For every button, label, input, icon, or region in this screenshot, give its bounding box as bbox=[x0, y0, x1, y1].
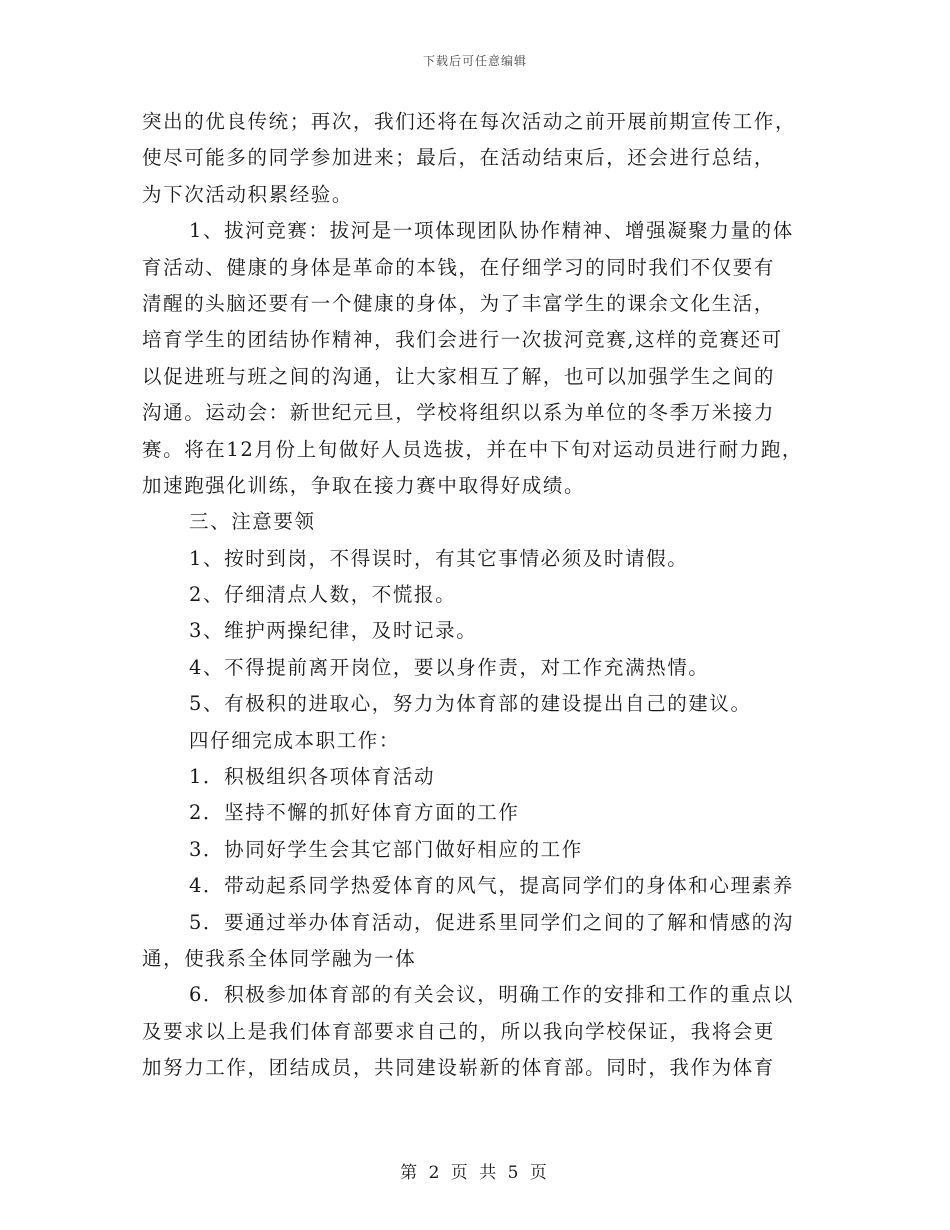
text-line: 3、维护两操纪律，及时记录。 bbox=[189, 619, 478, 643]
text-line: 加努力工作，团结成员，共同建设崭新的体育部。同时，我作为体育 bbox=[142, 1056, 776, 1080]
text-line: 以促进班与班之间的沟通，让大家相互了解，也可以加强学生之间的 bbox=[142, 364, 776, 388]
text-line: 2．坚持不懈的抓好体育方面的工作 bbox=[189, 801, 520, 825]
page-header: 下载后可任意编辑 bbox=[422, 54, 527, 68]
text-line: 育活动、健康的身体是革命的本钱，在仔细学习的同时我们不仅要有 bbox=[142, 255, 776, 279]
text-line: 四仔细完成本职工作： bbox=[189, 728, 401, 752]
text-line: 及要求以上是我们体育部要求自己的，所以我向学校保证，我将会更 bbox=[142, 1019, 776, 1043]
text-line: 5．要通过举办体育活动，促进系里同学们之间的了解和情感的沟 bbox=[189, 910, 794, 934]
text-line: 为下次活动积累经验。 bbox=[142, 182, 354, 206]
text-line: 使尽可能多的同学参加进来；最后，在活动结束后，还会进行总结， bbox=[142, 146, 776, 170]
text-line: 5、有极积的进取心，努力为体育部的建设提出自己的建议。 bbox=[189, 692, 752, 716]
page-number-footer: 第 2 页 共 5 页 bbox=[400, 1163, 550, 1183]
text-line: 1、按时到岗，不得误时，有其它事情必须及时请假。 bbox=[189, 546, 689, 570]
text-line: 3．协同好学生会其它部门做好相应的工作 bbox=[189, 837, 583, 861]
text-line: 4、不得提前离开岗位，要以身作责，对工作充满热情。 bbox=[189, 655, 710, 679]
text-line: 6．积极参加体育部的有关会议，明确工作的安排和工作的重点以 bbox=[189, 983, 794, 1007]
text-line: 赛。将在12月份上旬做好人员选拔，并在中下旬对运动员进行耐力跑， bbox=[142, 437, 804, 461]
text-line: 沟通。运动会：新世纪元旦，学校将组织以系为单位的冬季万米接力 bbox=[142, 401, 776, 425]
text-line: 培育学生的团结协作精神，我们会进行一次拔河竞赛,这样的竞赛还可 bbox=[142, 328, 783, 352]
text-line: 1．积极组织各项体育活动 bbox=[189, 765, 436, 789]
text-line: 清醒的头脑还要有一个健康的身体，为了丰富学生的课余文化生活， bbox=[142, 291, 776, 315]
text-line: 三、注意要领 bbox=[189, 510, 316, 534]
text-line: 4．带动起系同学热爱体育的风气，提高同学们的身体和心理素养 bbox=[189, 874, 794, 898]
text-line: 突出的优良传统；再次，我们还将在每次活动之前开展前期宣传工作， bbox=[142, 110, 797, 133]
text-line: 1、拔河竞赛：拔河是一项体现团队协作精神、增强凝聚力量的体 bbox=[189, 219, 794, 243]
document-body bbox=[142, 104, 812, 1087]
text-line: 通，使我系全体同学融为一体 bbox=[142, 946, 417, 970]
text-line: 加速跑强化训练，争取在接力赛中取得好成绩。 bbox=[142, 473, 586, 497]
text-line: 2、仔细清点人数，不慌报。 bbox=[189, 583, 457, 607]
